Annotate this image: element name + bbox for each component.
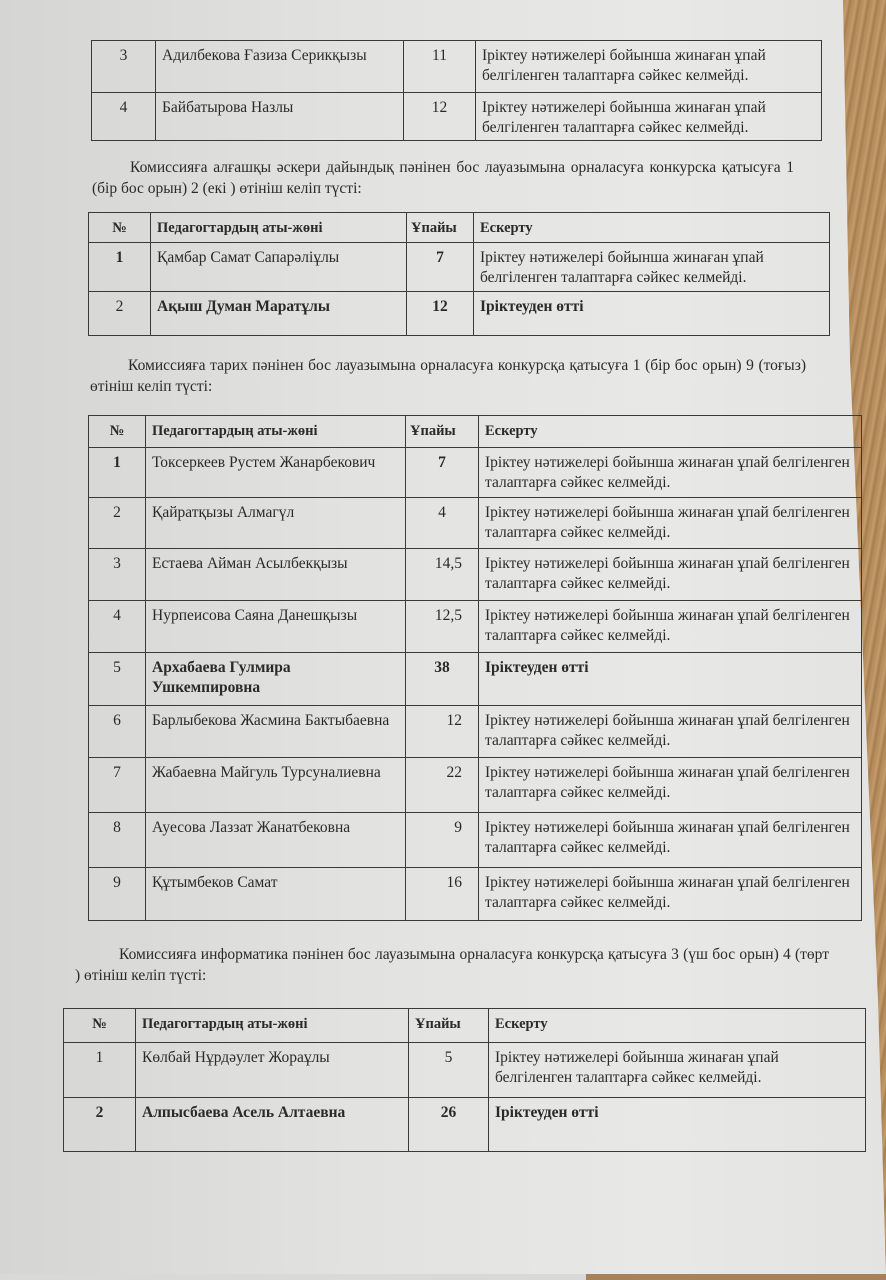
- header-note: Ескерту: [474, 213, 830, 243]
- row-number: 2: [89, 498, 146, 549]
- intro-text: Комиссияға алғашқы әскери дайындық пәнінен бос лауазымына орналасуға конкурска қатысуға 1 (бір бос орын) 2 (екі ) өтініш келіп түсті:: [92, 159, 794, 197]
- teacher-name: Нурпеисова Саяна Данешқызы: [146, 601, 406, 653]
- row-number: 4: [89, 601, 146, 653]
- table-row: [89, 498, 862, 549]
- header-name: Педагогтардың аты-жөні: [146, 416, 406, 448]
- note: Іріктеу нәтижелері бойынша жинаған ұпай белгіленген талаптарға сәйкес келмейді.: [479, 706, 862, 758]
- note: Іріктеу нәтижелері бойынша жинаған ұпай белгіленген талаптарға сәйкес келмейді.: [479, 498, 862, 549]
- teacher-name: Қамбар Самат Сапарәліұлы: [151, 243, 407, 292]
- row-number: 7: [89, 758, 146, 813]
- note: Іріктеу нәтижелері бойынша жинаған ұпай белгіленген талаптарға сәйкес келмейді.: [476, 41, 822, 93]
- row-number: 5: [89, 653, 146, 706]
- note: Іріктеу нәтижелері бойынша жинаған ұпай белгіленген талаптарға сәйкес келмейді.: [479, 758, 862, 813]
- table-row: [89, 601, 862, 653]
- table-military: [88, 212, 830, 336]
- section-intro-military: [92, 157, 794, 199]
- header-num: №: [89, 213, 151, 243]
- section-intro-history: [90, 355, 806, 397]
- row-number: 3: [92, 41, 156, 93]
- note: Іріктеу нәтижелері бойынша жинаған ұпай белгіленген талаптарға сәйкес келмейді.: [474, 243, 830, 292]
- row-number: 4: [92, 93, 156, 141]
- teacher-name: Барлыбекова Жасмина Бактыбаевна: [146, 706, 406, 758]
- teacher-name: Ақыш Думан Маратұлы: [151, 292, 407, 336]
- header-name: Педагогтардың аты-жөні: [136, 1009, 409, 1043]
- note-passed: Іріктеуден өтті: [479, 653, 862, 706]
- row-number: 2: [89, 292, 151, 336]
- table-row: [64, 1043, 866, 1098]
- note: Іріктеу нәтижелері бойынша жинаған ұпай белгіленген талаптарға сәйкес келмейді.: [479, 813, 862, 868]
- table-row: [89, 292, 830, 336]
- note: Іріктеу нәтижелері бойынша жинаған ұпай белгіленген талаптарға сәйкес келмейді.: [479, 448, 862, 498]
- table-continued: [91, 40, 822, 141]
- intro-text: Комиссияға информатика пәнінен бос лауазымына орналасуға конкурсқа қатысуға 3 (үш бос орын) 4 (төрт ) өтініш келіп түсті:: [75, 946, 829, 984]
- score: 26: [409, 1098, 489, 1152]
- table-header: [64, 1009, 866, 1043]
- teacher-name: Алпысбаева Асель Алтаевна: [136, 1098, 409, 1152]
- note: Іріктеу нәтижелері бойынша жинаған ұпай белгіленген талаптарға сәйкес келмейді.: [489, 1043, 866, 1098]
- table-informatics: [63, 1008, 866, 1152]
- table-row: [89, 706, 862, 758]
- teacher-name: Құтымбеков Самат: [146, 868, 406, 921]
- row-number: 8: [89, 813, 146, 868]
- table-row: [89, 813, 862, 868]
- note: Іріктеу нәтижелері бойынша жинаған ұпай белгіленген талаптарға сәйкес келмейді.: [476, 93, 822, 141]
- row-number: 9: [89, 868, 146, 921]
- teacher-name: Көлбай Нұрдәулет Жораұлы: [136, 1043, 409, 1098]
- table-header: [89, 416, 862, 448]
- header-num: №: [89, 416, 146, 448]
- row-number: 2: [64, 1098, 136, 1152]
- row-number: 1: [64, 1043, 136, 1098]
- header-score: Ұпайы: [406, 416, 479, 448]
- teacher-name: Архабаева Гулмира Ушкемпировна: [146, 653, 406, 706]
- score: 16: [406, 868, 479, 921]
- header-score: Ұпайы: [407, 213, 474, 243]
- note-passed: Іріктеуден өтті: [474, 292, 830, 336]
- score: 22: [406, 758, 479, 813]
- score: 9: [406, 813, 479, 868]
- note: Іріктеу нәтижелері бойынша жинаған ұпай белгіленген талаптарға сәйкес келмейді.: [479, 549, 862, 601]
- score: 4: [406, 498, 479, 549]
- row-number: 1: [89, 448, 146, 498]
- note-passed: Іріктеуден өтті: [489, 1098, 866, 1152]
- score: 11: [404, 41, 476, 93]
- table-row: [92, 41, 822, 93]
- score: 12,5: [406, 601, 479, 653]
- score: 14,5: [406, 549, 479, 601]
- score: 12: [406, 706, 479, 758]
- teacher-name: Ауесова Лаззат Жанатбековна: [146, 813, 406, 868]
- table-row: [89, 868, 862, 921]
- table-row: [92, 93, 822, 141]
- teacher-name: Адилбекова Ғазиза Серикқызы: [156, 41, 404, 93]
- header-note: Ескерту: [489, 1009, 866, 1043]
- row-number: 6: [89, 706, 146, 758]
- table-row: [89, 758, 862, 813]
- score: 7: [406, 448, 479, 498]
- teacher-name: Байбатырова Назлы: [156, 93, 404, 141]
- score: 38: [406, 653, 479, 706]
- teacher-name: Жабаевна Майгуль Турсуналиевна: [146, 758, 406, 813]
- teacher-name: Токсеркеев Рустем Жанарбекович: [146, 448, 406, 498]
- header-name: Педагогтардың аты-жөні: [151, 213, 407, 243]
- teacher-name: Қайратқызы Алмагүл: [146, 498, 406, 549]
- header-score: Ұпайы: [409, 1009, 489, 1043]
- row-number: 1: [89, 243, 151, 292]
- score: 12: [407, 292, 474, 336]
- table-row: [89, 653, 862, 706]
- header-note: Ескерту: [479, 416, 862, 448]
- score: 5: [409, 1043, 489, 1098]
- section-intro-informatics: [75, 944, 829, 986]
- table-row: [89, 448, 862, 498]
- header-num: №: [64, 1009, 136, 1043]
- table-history: [88, 415, 862, 921]
- note: Іріктеу нәтижелері бойынша жинаған ұпай белгіленген талаптарға сәйкес келмейді.: [479, 601, 862, 653]
- note: Іріктеу нәтижелері бойынша жинаған ұпай белгіленген талаптарға сәйкес келмейді.: [479, 868, 862, 921]
- table-row: [64, 1098, 866, 1152]
- table-header: [89, 213, 830, 243]
- intro-text: Комиссияға тарих пәнінен бос лауазымына орналасуға конкурсқа қатысуға 1 (бір бос орын) 9 (тоғыз) өтініш келіп түсті:: [90, 357, 806, 395]
- table-row: [89, 243, 830, 292]
- teacher-name: Естаева Айман Асылбекқызы: [146, 549, 406, 601]
- row-number: 3: [89, 549, 146, 601]
- score: 7: [407, 243, 474, 292]
- table-row: [89, 549, 862, 601]
- score: 12: [404, 93, 476, 141]
